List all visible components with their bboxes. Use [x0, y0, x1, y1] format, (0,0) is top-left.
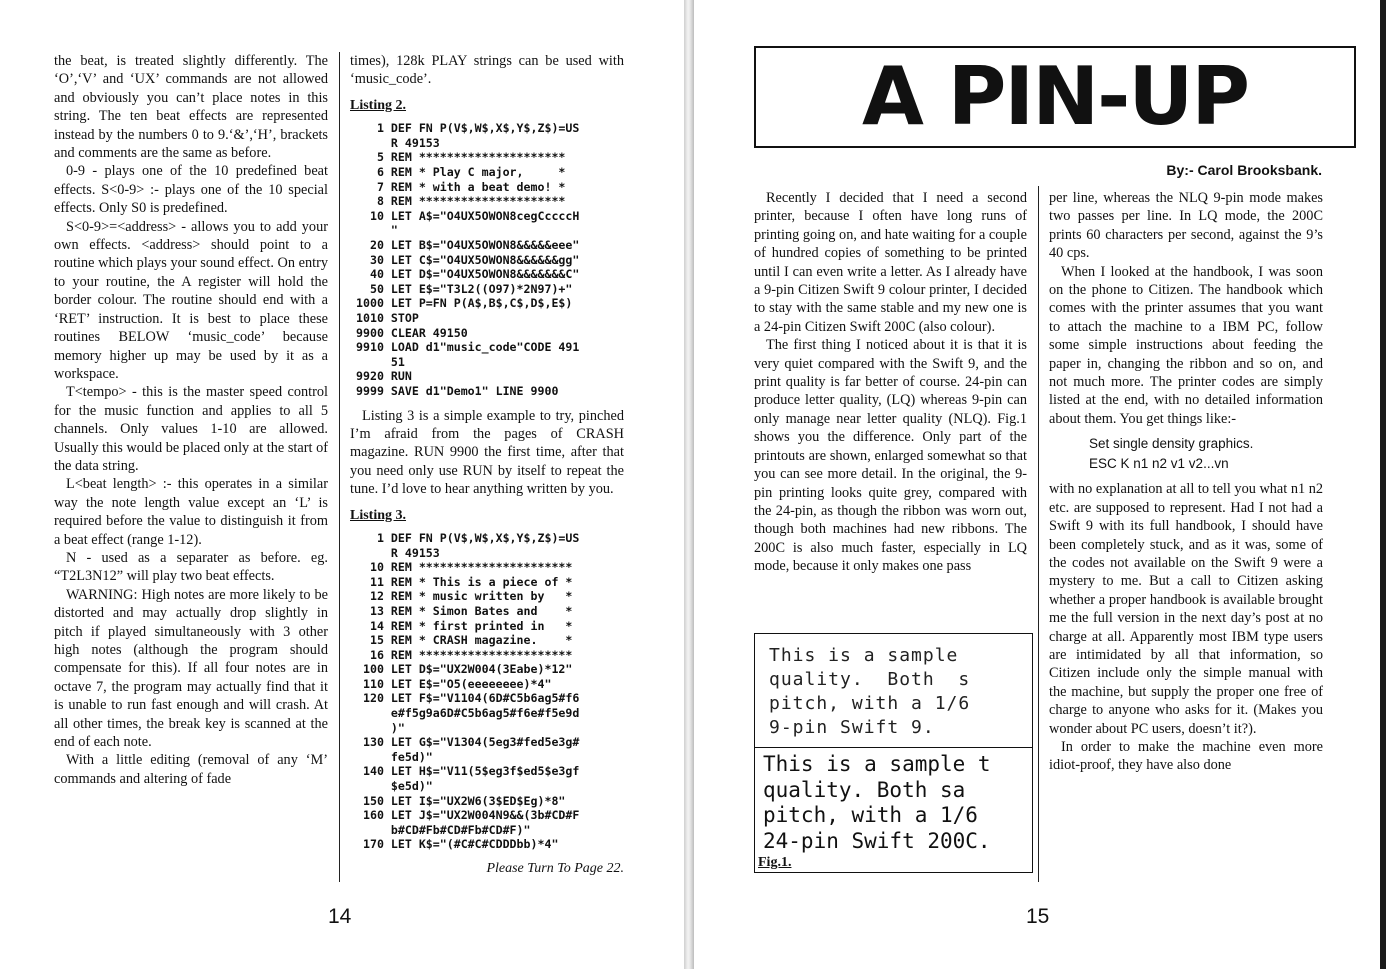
sample-9pin: This is a sample quality. Both s pitch, with a 1/6 9-pin Swift 9. [769, 645, 971, 738]
listing-2-code: 1 DEF FN P(V$,W$,X$,Y$,Z$)=US R 49153 5 REM ********************* 6 REM * Play C major, * 7 REM * with a beat demo! * 8 REM ********************* 10 LET A$="O4UX5OWON8cegCccccH " 20 LET B$="O4UX5OWON8&&&&&eee" 30 LET C$="O4UX5OWON8&&&&&&gg" 40 LET D$="O4UX5OWON8&&&&&&&C" 50 LET E$="T3L2((O97)*2N97)+" 1000 LET P=FN P(A$,B$,C$,D$,E$) 1010 STOP 9900 CLEAR 49150 9910 LOAD d1"music_code"CODE 491 51 9920 RUN 9999 SAVE d1"Demo1" LINE 9900 [356, 121, 580, 398]
page-number: 14 [328, 905, 352, 928]
left-column-1 [54, 52, 328, 788]
paragraph: the beat, is treated slightly differently. The ‘O’,‘V’ and ‘UX’ commands are not allowed and obviously you can’t place notes in this string. The ten beat effects are represented instead by the numbers 0 to 9.‘&’,‘H’, brackets and comments are the same as before. [54, 53, 328, 162]
figure-divider [755, 747, 1032, 748]
byline: By:- Carol Brooksbank. [1166, 162, 1322, 178]
spec-line: ESC K n1 n2 v1 v2...vn [1089, 456, 1229, 472]
paragraph: With a little editing (removal of any ‘M’ commands and altering of fade [54, 752, 328, 787]
paragraph: with no explanation at all to tell you what n1 n2 etc. are supposed to represent. Had I not had a Swift 9 with its full handbook, I should have been completely stuck, and as it was, some of the codes not available on the Swift 9 were a mystery to me. But a call to Citizen asking whether a proper handbook is available brought me the full version in the next day’s post at no charge at all. Apparently most IBM type users are intimidated by all that information, so Citizen include only the simple manual with the machine, but supply the proper one free of charge to anyone who asks for it. (Makes you wonder about PC users, doesn’t it?). [1049, 481, 1323, 737]
article-title: A PIN-UP [862, 50, 1248, 143]
paragraph: Listing 3 is a simple example to try, pinched I’m afraid from the pages of CRASH magazine. RUN 9900 the first time, after that you need only use RUN by itself to repeat the tune. I’d love to hear anything written by you. [350, 407, 624, 498]
paragraph: 0-9 - plays one of the 10 predefined beat effects. S<0-9> :- plays one of the 10 special effects. Only S0 is predefined. [54, 163, 328, 217]
column-divider [1038, 186, 1039, 882]
right-column-1 [754, 189, 1027, 576]
listing-3-title: Listing 3. [350, 507, 407, 523]
column-divider [339, 52, 340, 882]
left-page [0, 0, 684, 969]
article-title-box [754, 46, 1356, 148]
left-column-2 [350, 52, 624, 878]
paragraph: S<0-9>=<address> - allows you to add your own effects. <address> should point to a routine which plays your sound effect. On entry to your routine, the A register will hold the border colour. The routine should end with a ‘RET’ instruction. It is best to place these routines BELOW ‘music_code’ because memory higher up may be used by it as a workspace. [54, 218, 328, 382]
right-page [694, 0, 1386, 969]
sample-24pin: This is a sample t quality. Both sa pitch, with a 1/6 24-pin Swift 200C. [763, 752, 991, 853]
paragraph: When I looked at the handbook, I was soon on the phone to Citizen. The handbook which comes with the printer assumes that you want to attach the machine to a IBM PC, follow some simple instructions about feeding the paper in, changing the ribbon and so on, and not much more. The printer codes are simply listed at the end, with no detailed information about them. You get things like:- [1049, 263, 1323, 427]
right-column-2 [1049, 189, 1323, 775]
paragraph: L<beat length> :- this operates in a similar way the note length value except an ‘L’ is required before the value to distinguish it from a beat effect (range 1-12). [54, 476, 328, 548]
figure-label: Fig.1. [758, 855, 792, 870]
please-turn-to-page: Please Turn To Page 22. [486, 861, 624, 876]
spec-line: Set single density graphics. [1089, 436, 1254, 452]
page-number: 15 [1026, 905, 1050, 928]
paragraph: The first thing I noticed about it is that it is very quiet compared with the Swift 9, and the print quality is far better of course. 24-pin can produce letter quality, (LQ) whereas 9-pin can only manage near letter quality (NLQ). Fig.1 shows you the difference. Only part of the printouts are shown, enlarged somewhat so that you can see more detail. In the original, the 9-pin printing looks quite grey, compared with the 24-pin, as though the ribbon was worn out, though both machines had new ribbons. The 200C is also much faster, especially in LQ mode, because it only makes one pass [754, 337, 1027, 575]
figure-1 [754, 633, 1033, 873]
paragraph: WARNING: High notes are more likely to be distorted and may actually drop slightly in pitch if played simultaneously with 3 other high notes (although the program should compensate for this). If all four notes are in octave 7, the program may actually find that it is unable to run fast enough and will crash. At all other times, the break key is scanned at the end of each note. [54, 586, 328, 751]
paragraph: per line, whereas the NLQ 9-pin mode makes two passes per line. In LQ mode, the 200C prints 60 characters per second, against the 9’s 40 cps. [1049, 190, 1323, 262]
listing-2-title: Listing 2. [350, 97, 407, 113]
printer-code-example [1049, 434, 1323, 474]
paragraph: In order to make the machine even more idiot-proof, they have also done [1049, 738, 1323, 774]
paragraph: times), 128k PLAY strings can be used with ‘music_code’. [350, 53, 624, 88]
paragraph: N - used as a separater as before. eg. “T2L3N12” will play two beat effects. [54, 549, 328, 585]
listing-3-code: 1 DEF FN P(V$,W$,X$,Y$,Z$)=US R 49153 10 REM ********************** 11 REM * This is a piece of * 12 REM * music written by * 13 REM * Simon Bates and * 14 REM * first printed in * 15 REM * CRASH magazine. * 16 REM ********************** 100 LET D$="UX2W004(3Eabe)*12" 110 LET E$="O5(eeeeeeee)*4" 120 LET F$="V1104(6D#C5b6ag5#f6 e#f5g9a6D#C5b6ag5#f6e#f5e9d )" 130 LET G$="V1304(5eg3#fed5e3g# fe5d)" 140 LET H$="V11(5$eg3f$ed5$e3gf $e5d)" 150 LET I$="UX2W6(3$ED$Eg)*8" 160 LET J$="UX2W004N9&&(3b#CD#F b#CD#Fb#CD#Fb#CD#F)" 170 LET K$="(#C#C#CDDDbb)*4" [362, 530, 580, 852]
paragraph: T<tempo> - this is the master speed control for the music function and applies to all 5 channels. Only values 1-10 are allowed. Usually this would be placed only at the start of the data string. [54, 384, 328, 474]
page-edge-shadow [1380, 0, 1386, 969]
book-gutter [684, 0, 694, 969]
paragraph: Recently I decided that I need a second printer, because I often have long runs of printing going on, and hate waiting for a couple of hundred copies of something to be printed until I can even write a letter. As I already have a 9-pin Citizen Swift 9 colour printer, I decided to stay with the same stable and my new one is a 24-pin Citizen Swift 200C (also colour). [754, 190, 1027, 335]
